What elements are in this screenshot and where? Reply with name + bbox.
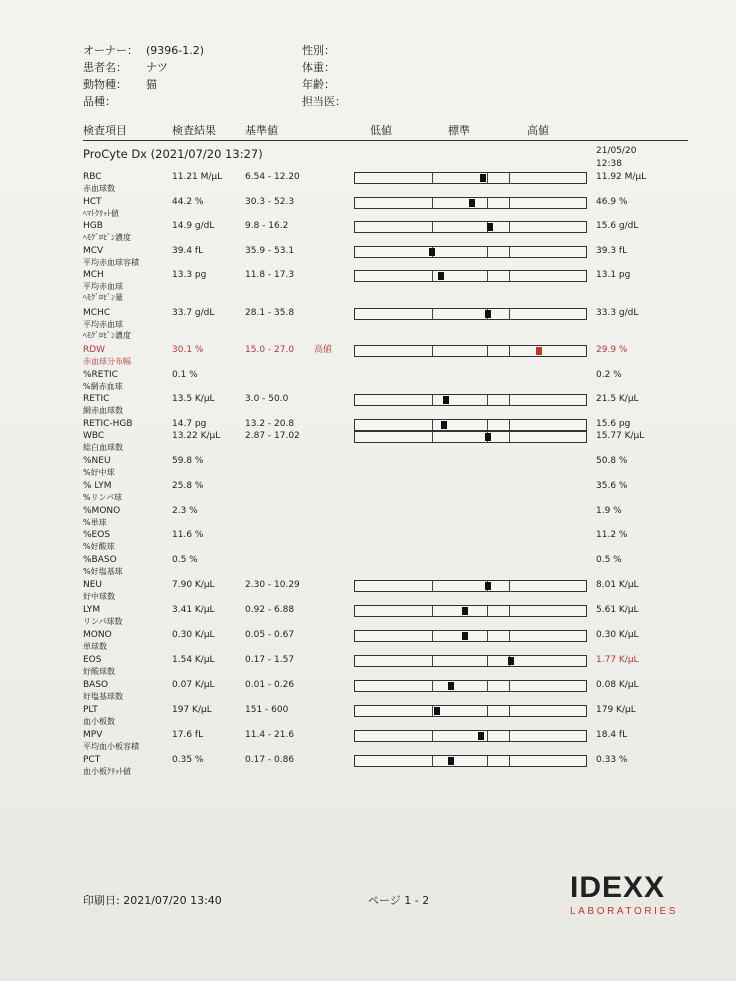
row-previous: 179 K/µL [596,705,636,715]
range-bar [354,246,587,258]
range-tick [432,420,433,430]
row-jp-name: 好塩基球数 [83,692,123,701]
row-name: % LYM [83,481,112,491]
doctor-label: 担当医： [302,95,346,108]
range-tick [432,631,433,641]
range-bar [354,197,587,209]
range-tick [432,173,433,183]
row-name: EOS [83,655,102,665]
row-name: %BASO [83,555,117,565]
range-tick [487,681,488,691]
range-tick [509,606,510,616]
range-bar [354,431,587,443]
row-result: 7.90 K/µL [172,580,215,590]
col-item: 検査項目 [83,124,127,137]
range-marker [485,433,491,441]
range-tick [487,346,488,356]
range-bar [354,680,587,692]
range-tick [432,271,433,281]
range-bar [354,705,587,717]
row-previous: 35.6 % [596,481,628,491]
row-jp-name: %リンパ球 [83,493,123,502]
breed-label: 品種： [83,95,116,108]
range-tick [509,346,510,356]
range-tick [509,198,510,208]
row-reference: 2.30 - 10.29 [245,580,300,590]
range-tick [432,581,433,591]
range-tick [432,681,433,691]
row-name: RETIC-HGB [83,419,133,429]
range-tick [487,706,488,716]
range-tick [487,420,488,430]
row-name: %EOS [83,530,111,540]
range-marker [441,421,447,429]
range-marker [448,757,454,765]
row-jp-name: 単球数 [83,642,107,651]
row-previous: 11.2 % [596,530,628,540]
row-result: 17.6 fL [172,730,204,740]
print-date: 印刷日: 2021/07/20 13:40 [83,894,222,907]
row-name: RETIC [83,394,110,404]
row-result: 0.30 K/µL [172,630,215,640]
range-tick [509,309,510,319]
logo-brand: IDEXX [570,871,666,904]
row-result: 11.6 % [172,530,204,540]
row-jp-name: 平均赤血球容積 [83,258,139,267]
row-jp-name: 血小板数 [83,717,115,726]
range-tick [432,756,433,766]
range-tick [432,432,433,442]
row-reference: 9.8 - 16.2 [245,221,289,231]
row-name: MCH [83,270,104,280]
row-jp-name: ﾍﾏﾄｸﾘｯﾄ値 [83,209,119,218]
logo-sub: LABORATORIES [570,906,679,917]
range-marker [448,682,454,690]
row-result: 11.21 M/µL [172,172,223,182]
range-tick [509,631,510,641]
row-name: BASO [83,680,109,690]
row-result: 39.4 fL [172,246,204,256]
row-result: 197 K/µL [172,705,212,715]
row-reference: 28.1 - 35.8 [245,308,295,318]
range-marker [434,707,440,715]
row-name: HGB [83,221,103,231]
row-flag: 高値 [314,345,333,355]
range-marker [443,396,449,404]
range-tick [487,631,488,641]
row-previous: 0.33 % [596,755,628,765]
range-tick [509,395,510,405]
row-previous: 8.01 K/µL [596,580,639,590]
range-tick [487,198,488,208]
range-tick [487,656,488,666]
row-jp-name: %好塩基球 [83,567,123,576]
range-tick [509,222,510,232]
row-result: 2.3 % [172,506,198,516]
range-tick [509,756,510,766]
row-jp-name: 平均赤血球 [83,282,123,291]
row-previous: 15.6 pg [596,419,631,429]
row-name: HCT [83,197,102,207]
row-reference: 3.0 - 50.0 [245,394,289,404]
col-result: 検査結果 [172,124,216,137]
row-previous: 46.9 % [596,197,628,207]
row-name: MPV [83,730,103,740]
range-tick [432,346,433,356]
row-jp-name: 平均血小板容積 [83,742,139,751]
row-previous: 50.8 % [596,456,628,466]
row-previous: 1.9 % [596,506,622,516]
range-tick [432,731,433,741]
row-name: %MONO [83,506,121,516]
range-tick [509,581,510,591]
range-bar [354,730,587,742]
range-marker [480,174,486,182]
row-jp-name: リンパ球数 [83,617,123,626]
owner-label: オーナー： [83,44,138,57]
range-tick [509,173,510,183]
range-tick [487,395,488,405]
row-jp-name: ﾍﾓｸﾞﾛﾋﾞﾝ濃度 [83,331,131,340]
row-reference: 11.8 - 17.3 [245,270,295,280]
row-previous: 39.3 fL [596,246,628,256]
col-reference: 基準値 [245,124,278,137]
range-bar [354,394,587,406]
row-name: PCT [83,755,101,765]
row-reference: 2.87 - 17.02 [245,431,300,441]
row-result: 1.54 K/µL [172,655,215,665]
row-reference: 6.54 - 12.20 [245,172,300,182]
row-name: NEU [83,580,103,590]
row-name: WBC [83,431,105,441]
row-result: 44.2 % [172,197,204,207]
range-marker [438,272,444,280]
range-marker [469,199,475,207]
row-previous: 18.4 fL [596,730,628,740]
prev-time: 12:38 [596,159,622,169]
owner-value: (9396-1.2) [146,44,205,57]
row-reference: 11.4 - 21.6 [245,730,295,740]
age-label: 年齢： [302,78,335,91]
range-bar [354,419,587,431]
range-bar [354,605,587,617]
row-reference: 15.0 - 27.0 [245,345,295,355]
row-jp-name: %好中球 [83,468,115,477]
row-result: 13.3 pg [172,270,207,280]
row-name: RDW [83,345,106,355]
species-label: 動物種： [83,78,127,91]
range-bar [354,270,587,282]
range-marker [462,632,468,640]
prev-date: 21/05/20 [596,146,637,156]
range-marker [508,657,514,665]
row-reference: 13.2 - 20.8 [245,419,295,429]
col-high: 高値 [527,124,549,137]
row-previous: 15.77 K/µL [596,431,645,441]
row-name: %NEU [83,456,111,466]
range-tick [509,681,510,691]
row-jp-name: ﾍﾓｸﾞﾛﾋﾞﾝ量 [83,293,123,302]
range-tick [487,173,488,183]
row-result: 3.41 K/µL [172,605,215,615]
row-previous: 0.30 K/µL [596,630,639,640]
row-reference: 0.17 - 1.57 [245,655,295,665]
row-jp-name: 好酸球数 [83,667,115,676]
col-low: 低値 [370,124,392,137]
range-marker [429,248,435,256]
row-jp-name: 好中球数 [83,592,115,601]
row-jp-name: 赤血球数 [83,184,115,193]
row-result: 0.07 K/µL [172,680,215,690]
page-number: ページ 1 - 2 [368,894,430,907]
row-jp-name: 平均赤血球 [83,320,123,329]
row-reference: 0.05 - 0.67 [245,630,295,640]
range-marker [485,310,491,318]
species-value: 猫 [146,78,157,91]
row-name: MONO [83,630,112,640]
range-marker [478,732,484,740]
row-jp-name: %単球 [83,518,107,527]
row-reference: 30.3 - 52.3 [245,197,295,207]
col-normal: 標準 [448,124,470,137]
row-previous: 21.5 K/µL [596,394,639,404]
row-previous: 29.9 % [596,345,628,355]
row-name: MCV [83,246,104,256]
row-name: PLT [83,705,98,715]
range-marker [485,582,491,590]
row-name: %RETIC [83,370,118,380]
row-result: 30.1 % [172,345,204,355]
range-tick [509,271,510,281]
row-previous: 0.08 K/µL [596,680,639,690]
range-marker [487,223,493,231]
row-previous: 13.1 pg [596,270,631,280]
row-previous: 5.61 K/µL [596,605,639,615]
range-tick [432,656,433,666]
range-bar [354,655,587,667]
range-bar [354,345,587,357]
range-tick [432,706,433,716]
row-previous: 33.3 g/dL [596,308,639,318]
range-bar [354,580,587,592]
range-tick [432,309,433,319]
sex-label: 性別： [302,44,335,57]
row-previous: 1.77 K/µL [596,655,639,665]
row-name: RBC [83,172,102,182]
row-previous: 11.92 M/µL [596,172,647,182]
range-tick [509,247,510,257]
range-tick [487,271,488,281]
row-jp-name: ﾍﾓｸﾞﾛﾋﾞﾝ濃度 [83,233,131,242]
row-name: LYM [83,605,101,615]
range-bar [354,308,587,320]
range-tick [487,756,488,766]
range-tick [432,198,433,208]
row-result: 0.35 % [172,755,204,765]
row-reference: 35.9 - 53.1 [245,246,295,256]
row-result: 0.5 % [172,555,198,565]
range-tick [509,706,510,716]
row-reference: 0.01 - 0.26 [245,680,295,690]
weight-label: 体重： [302,61,335,74]
row-result: 0.1 % [172,370,198,380]
row-result: 13.5 K/µL [172,394,215,404]
range-bar [354,172,587,184]
range-tick [509,731,510,741]
range-tick [487,731,488,741]
row-jp-name: 総白血球数 [83,443,123,452]
range-tick [432,606,433,616]
header-divider [83,140,688,141]
row-previous: 15.6 g/dL [596,221,639,231]
row-previous: 0.2 % [596,370,622,380]
row-jp-name: %網赤血球 [83,382,123,391]
patient-value: ナツ [146,61,168,74]
range-marker [462,607,468,615]
row-jp-name: 赤血球分布幅 [83,357,131,366]
row-result: 14.7 pg [172,419,207,429]
range-tick [487,247,488,257]
row-result: 59.8 % [172,456,204,466]
range-tick [509,420,510,430]
range-tick [487,606,488,616]
row-result: 13.22 K/µL [172,431,221,441]
range-tick [432,222,433,232]
row-jp-name: 網赤血球数 [83,406,123,415]
row-reference: 0.17 - 0.86 [245,755,295,765]
row-name: MCHC [83,308,111,318]
idexx-logo [568,870,700,918]
range-bar [354,221,587,233]
row-reference: 0.92 - 6.88 [245,605,295,615]
row-result: 14.9 g/dL [172,221,215,231]
row-previous: 0.5 % [596,555,622,565]
row-jp-name: 血小板ｸﾘｯﾄ値 [83,767,131,776]
range-tick [509,432,510,442]
range-bar [354,755,587,767]
section-title: ProCyte Dx (2021/07/20 13:27) [83,147,263,161]
range-marker [536,347,542,355]
range-bar [354,630,587,642]
row-result: 33.7 g/dL [172,308,215,318]
patient-label: 患者名： [83,61,127,74]
row-jp-name: %好酸球 [83,542,115,551]
row-reference: 151 - 600 [245,705,289,715]
row-result: 25.8 % [172,481,204,491]
range-tick [432,395,433,405]
